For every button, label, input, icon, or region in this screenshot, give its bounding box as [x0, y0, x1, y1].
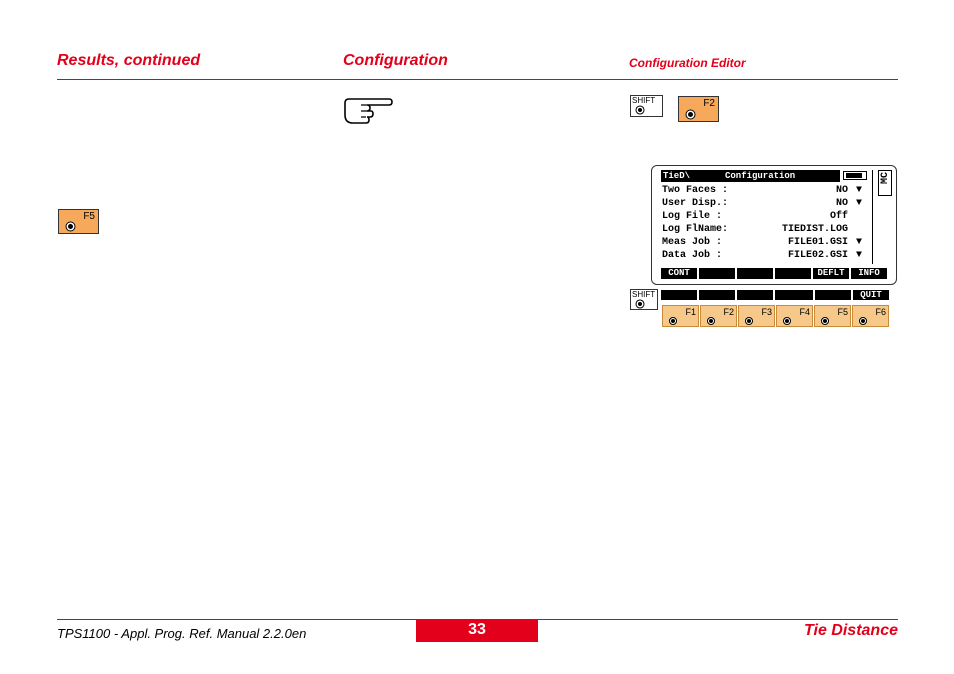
- f3-key[interactable]: [738, 305, 775, 327]
- section-title-configuration: Configuration: [343, 52, 448, 69]
- dropdown-arrow-icon[interactable]: ▼: [855, 185, 862, 196]
- softkey-4[interactable]: [775, 268, 811, 279]
- screen-title-left: TieD\: [663, 171, 691, 181]
- screen-title-center: Configuration: [725, 171, 796, 181]
- config-row-value: TIEDIST.LOG: [781, 224, 848, 235]
- section-title-results: Results, continued: [57, 52, 201, 69]
- f2-key-label: F2: [703, 98, 715, 109]
- key-dot-icon: [688, 112, 693, 117]
- screen-title-bar: [661, 170, 840, 182]
- config-row-value: FILE01.GSI: [787, 237, 848, 248]
- screen-divider: [872, 170, 873, 264]
- config-row-meas-job[interactable]: [662, 237, 862, 250]
- config-row-label: Meas Job :: [662, 237, 723, 248]
- f6-key-label: F6: [875, 307, 886, 317]
- key-dot-icon: [671, 319, 675, 323]
- config-row-label: Data Job :: [662, 250, 723, 261]
- shift-softkey-1[interactable]: [661, 290, 697, 300]
- config-row-data-job[interactable]: [662, 250, 862, 263]
- dropdown-arrow-icon[interactable]: ▼: [855, 250, 862, 261]
- config-row-value: NO: [835, 185, 848, 196]
- config-row-label: Log File :: [662, 211, 723, 222]
- f5-key-lower[interactable]: [814, 305, 851, 327]
- key-dot-icon: [785, 319, 789, 323]
- config-row-user-disp[interactable]: [662, 198, 862, 211]
- header-rule: [57, 79, 898, 80]
- pointing-hand-icon: [343, 95, 393, 130]
- battery-icon: [843, 171, 867, 180]
- config-row-label: User Disp.:: [662, 198, 729, 209]
- mc-indicator: [878, 170, 892, 196]
- key-dot-icon: [747, 319, 751, 323]
- config-row-two-faces[interactable]: [662, 185, 862, 198]
- f2-key-label: F2: [723, 307, 734, 317]
- config-row-log-flname[interactable]: [662, 224, 862, 237]
- f4-key-label: F4: [799, 307, 810, 317]
- f5-key-label: F5: [837, 307, 848, 317]
- key-dot-icon: [709, 319, 713, 323]
- shift-key[interactable]: [630, 95, 663, 117]
- softkey-info[interactable]: INFO: [851, 268, 887, 279]
- shift-softkey-4[interactable]: [775, 290, 813, 300]
- section-title-configuration-editor: Configuration Editor: [629, 56, 746, 70]
- softkey-deflt[interactable]: DEFLT: [813, 268, 849, 279]
- manual-reference: TPS1100 - Appl. Prog. Ref. Manual 2.2.0en: [57, 626, 307, 641]
- dropdown-arrow-icon[interactable]: ▼: [855, 237, 862, 248]
- key-dot-icon: [861, 319, 865, 323]
- f4-key[interactable]: [776, 305, 813, 327]
- instrument-screen: [651, 165, 897, 285]
- softkey-cont[interactable]: CONT: [661, 268, 697, 279]
- config-row-log-file[interactable]: [662, 211, 862, 224]
- f6-key[interactable]: [852, 305, 889, 327]
- config-row-value: Off: [829, 211, 848, 222]
- config-row-value: FILE02.GSI: [787, 250, 848, 261]
- dropdown-arrow-icon[interactable]: ▼: [855, 198, 862, 209]
- page-number-box: [416, 620, 538, 642]
- shift-softkey-2[interactable]: [699, 290, 735, 300]
- f3-key-label: F3: [761, 307, 772, 317]
- page-number: 33: [468, 621, 486, 638]
- config-row-label: Log FlName:: [662, 224, 729, 235]
- key-dot-icon: [68, 224, 73, 229]
- shift-softkey-5[interactable]: [815, 290, 851, 300]
- key-dot-icon: [638, 108, 642, 112]
- softkey-2[interactable]: [699, 268, 735, 279]
- softkey-3[interactable]: [737, 268, 773, 279]
- chapter-title: Tie Distance: [804, 622, 898, 639]
- shift-key-label: SHIFT: [632, 290, 656, 299]
- f5-key[interactable]: [58, 209, 99, 234]
- mc-indicator-label: MC: [880, 172, 891, 185]
- config-row-value: NO: [835, 198, 848, 209]
- key-dot-icon: [638, 302, 642, 306]
- key-dot-icon: [823, 319, 827, 323]
- shift-softkey-quit[interactable]: QUIT: [853, 290, 889, 300]
- shift-softkey-3[interactable]: [737, 290, 773, 300]
- f2-key[interactable]: [678, 96, 719, 122]
- f1-key[interactable]: [662, 305, 699, 327]
- shift-key-lower[interactable]: [630, 289, 658, 310]
- shift-key-label: SHIFT: [632, 96, 656, 105]
- config-row-label: Two Faces :: [662, 185, 729, 196]
- f1-key-label: F1: [685, 307, 696, 317]
- f5-key-label: F5: [83, 211, 95, 222]
- f2-key-lower[interactable]: [700, 305, 737, 327]
